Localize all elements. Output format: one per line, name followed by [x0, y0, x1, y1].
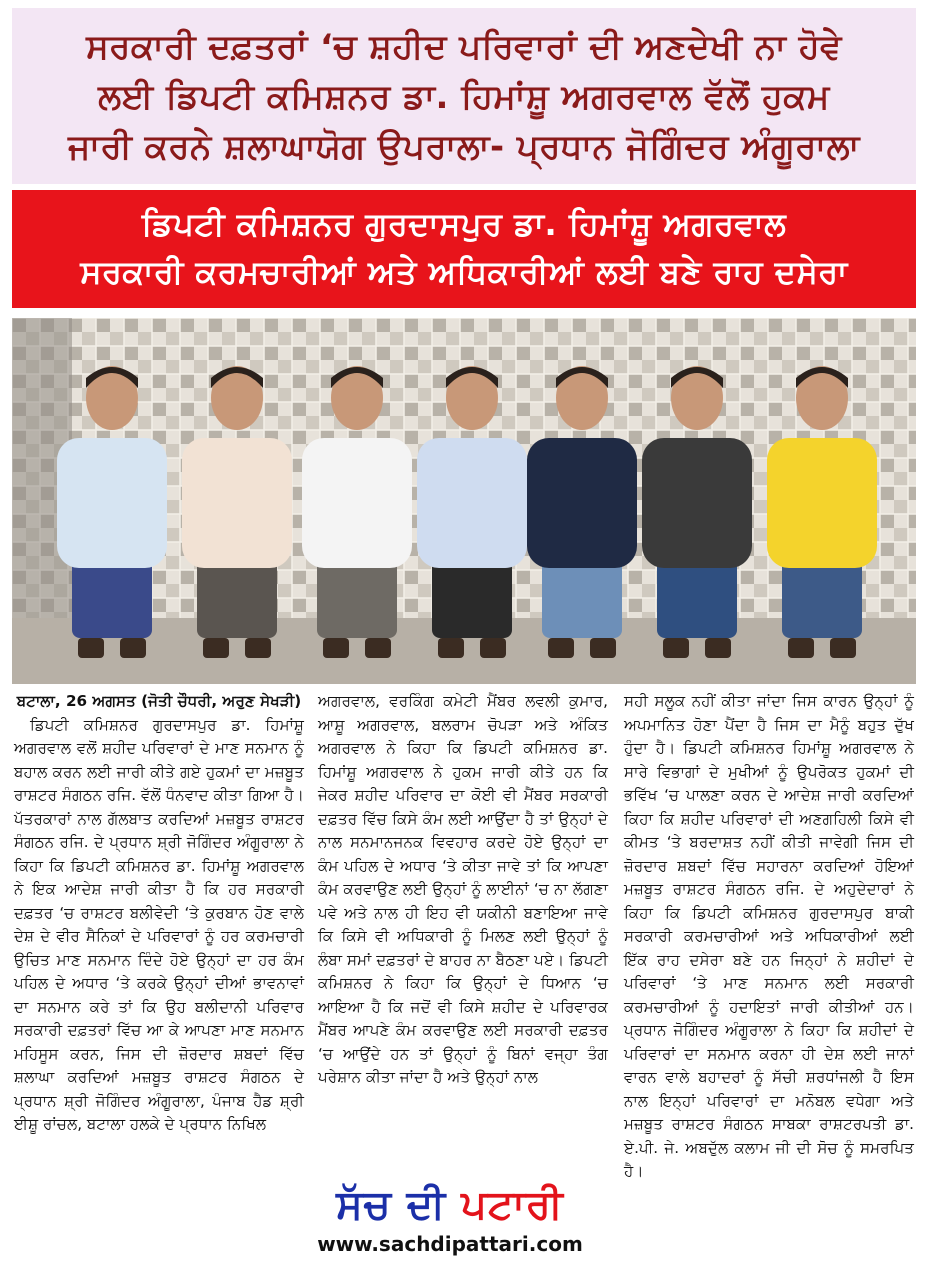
brand-name-part-1: ਸੱਚ ਦੀ: [336, 1182, 447, 1228]
article-column-1: [14, 690, 304, 1137]
article-column-2: [318, 690, 608, 1090]
article-paragraph-3: ਸਹੀ ਸਲੂਕ ਨਹੀਂ ਕੀਤਾ ਜਾਂਦਾ ਜਿਸ ਕਾਰਨ ਉਨ੍ਹਾਂ ਨੂੰ ਅਪਮਾਨਿਤ ਹੋਣਾ ਪੈਂਦਾ ਹੈ ਜਿਸ ਦਾ ਮੈਨੂੰ ਬਹੁਤ ਦੁੱਖ ਹੁੰਦਾ ਹੈ। ਡਿਪਟੀ ਕਮਿਸ਼ਨਰ ਹਿਮਾਂਸ਼ੂ ਅਗਰਵਾਲ ਨੇ ਸਾਰੇ ਵਿਭਾਗਾਂ ਦੇ ਮੁਖੀਆਂ ਨੂੰ ਉਪਰੋਕਤ ਹੁਕਮਾਂ ਦੀ ਭਵਿੱਖ ‘ਚ ਪਾਲਣਾ ਕਰਨ ਦੇ ਆਦੇਸ਼ ਜਾਰੀ ਕਰਦਿਆਂ ਕਿਹਾ ਕਿ ਸ਼ਹੀਦ ਪਰਿਵਾਰਾਂ ਦੀ ਅਣਗਹਿਲੀ ਕਿਸੇ ਵੀ ਕੀਮਤ ‘ਤੇ ਬਰਦਾਸ਼ਤ ਨਹੀਂ ਕੀਤੀ ਜਾਵੇਗੀ ਜਿਸ ਦੀ ਜ਼ੋਰਦਾਰ ਸ਼ਬਦਾਂ ਵਿੱਚ ਸਹਾਰਨਾ ਕਰਦਿਆਂ ਹੋਇਆਂ ਮਜ਼ਬੂਤ ਰਾਸ਼ਟਰ ਸੰਗਠਨ ਰਜਿ. ਦੇ ਅਹੁਦੇਦਾਰਾਂ ਨੇ ਕਿਹਾ ਕਿ ਡਿਪਟੀ ਕਮਿਸ਼ਨਰ ਗੁਰਦਾਸਪੁਰ ਬਾਕੀ ਸਰਕਾਰੀ ਕਰਮਚਾਰੀਆਂ ਅਤੇ ਅਧਿਕਾਰੀਆਂ ਲਈ ਇੱਕ ਰਾਹ ਦਸੇਰਾ ਬਣੇ ਹਨ ਜਿਨ੍ਹਾਂ ਨੇ ਸ਼ਹੀਦਾਂ ਦੇ ਪਰਿਵਾਰਾਂ ‘ਤੇ ਮਾਣ ਸਨਮਾਨ ਲਈ ਸਰਕਾਰੀ ਕਰਮਚਾਰੀਆਂ ਨੂੰ ਹਦਾਇਤਾਂ ਜਾਰੀ ਕੀਤੀਆਂ ਹਨ। ਪ੍ਰਧਾਨ ਜੋਗਿੰਦਰ ਅੰਗੂਰਾਲਾ ਨੇ ਕਿਹਾ ਕਿ ਸ਼ਹੀਦਾਂ ਦੇ ਪਰਿਵਾਰਾਂ ਦਾ ਸਨਮਾਨ ਕਰਨਾ ਹੀ ਦੇਸ਼ ਲਈ ਜਾਨਾਂ ਵਾਰਨ ਵਾਲੇ ਬਹਾਦਰਾਂ ਨੂੰ ਸੱਚੀ ਸ਼ਰਧਾਂਜਲੀ ਹੈ ਇਸ ਨਾਲ ਇਨ੍ਹਾਂ ਪਰਿਵਾਰਾਂ ਦਾ ਮਨੋਬਲ ਵਧੇਗਾ ਅਤੇ ਮਜ਼ਬੂਤ ਰਾਸ਼ਟਰ ਸੰਗਠਨ ਸਾਬਕਾ ਰਾਸ਼ਟਰਪਤੀ ਡਾ. ਏ.ਪੀ. ਜੇ. ਅਬਦੁੱਲ ਕਲਾਮ ਜੀ ਦੀ ਸੋਚ ਨੂੰ ਸਮਰਪਿਤ ਹੈ।: [624, 692, 914, 1180]
brand-logo: [304, 1180, 596, 1230]
main-headline: [12, 8, 916, 184]
brand-name-part-2: ਪਟਾਰੀ: [461, 1182, 564, 1228]
brand-website[interactable]: www.sachdipattari.com: [317, 1232, 583, 1256]
headline-line-3: ਜਾਰੀ ਕਰਨੇ ਸ਼ਲਾਘਾਯੋਗ ਉਪਰਾਲਾ- ਪ੍ਰਧਾਨ ਜੋਗਿੰਦਰ ਅੰਗੂਰਾਲਾ: [68, 127, 860, 167]
subheadline-line-2: ਸਰਕਾਰੀ ਕਰਮਚਾਰੀਆਂ ਅਤੇ ਅਧਿਕਾਰੀਆਂ ਲਈ ਬਣੇ ਰਾਹ ਦਸੇਰਾ: [80, 253, 848, 291]
article-dateline: ਬਟਾਲਾ, 26 ਅਗਸਤ (ਜੋਤੀ ਚੌਧਰੀ, ਅਰੁਣ ਸੇਖੜੀ): [16, 692, 302, 710]
group-photo-illustration: [12, 318, 916, 684]
article-paragraph-1: ਡਿਪਟੀ ਕਮਿਸ਼ਨਰ ਗੁਰਦਾਸਪੁਰ ਡਾ. ਹਿਮਾਂਸ਼ੂ ਅਗਰਵਾਲ ਵਲੋਂ ਸ਼ਹੀਦ ਪਰਿਵਾਰਾਂ ਦੇ ਮਾਣ ਸਨਮਾਨ ਨੂੰ ਬਹਾਲ ਕਰਨ ਲਈ ਜਾਰੀ ਕੀਤੇ ਗਏ ਹੁਕਮਾਂ ਦਾ ਮਜ਼ਬੂਤ ਰਾਸ਼ਟਰ ਸੰਗਠਨ ਰਜਿ. ਵੱਲੋਂ ਧੰਨਵਾਦ ਕੀਤਾ ਗਿਆ ਹੈ। ਪੱਤਰਕਾਰਾਂ ਨਾਲ ਗੱਲਬਾਤ ਕਰਦਿਆਂ ਮਜ਼ਬੂਤ ਰਾਸ਼ਟਰ ਸੰਗਠਨ ਰਜਿ. ਦੇ ਪ੍ਰਧਾਨ ਸ਼੍ਰੀ ਜੋਗਿੰਦਰ ਅੰਗੂਰਾਲਾ ਨੇ ਕਿਹਾ ਕਿ ਡਿਪਟੀ ਕਮਿਸ਼ਨਰ ਡਾ. ਹਿਮਾਂਸ਼ੂ ਅਗਰਵਾਲ ਨੇ ਇਕ ਆਦੇਸ਼ ਜਾਰੀ ਕੀਤਾ ਹੈ ਕਿ ਹਰ ਸਰਕਾਰੀ ਦਫ਼ਤਰ ‘ਚ ਰਾਸ਼ਟਰ ਬਲੀਵੇਦੀ ‘ਤੇ ਕੁਰਬਾਨ ਹੋਣ ਵਾਲੇ ਦੇਸ਼ ਦੇ ਵੀਰ ਸੈਨਿਕਾਂ ਦੇ ਪਰਿਵਾਰਾਂ ਨੂੰ ਹਰ ਕਰਮਚਾਰੀ ਉਚਿਤ ਮਾਣ ਸਨਮਾਨ ਦਿੰਦੇ ਹੋਏ ਉਨ੍ਹਾਂ ਦਾ ਹਰ ਕੰਮ ਪਹਿਲ ਦੇ ਅਧਾਰ ‘ਤੇ ਕਰਕੇ ਉਨ੍ਹਾਂ ਦੀਆਂ ਭਾਵਨਾਵਾਂ ਦਾ ਸਨਮਾਨ ਕਰੇ ਤਾਂ ਕਿ ਉਹ ਬਲੀਦਾਨੀ ਪਰਿਵਾਰ ਸਰਕਾਰੀ ਦਫ਼ਤਰਾਂ ਵਿੱਚ ਆ ਕੇ ਆਪਣਾ ਮਾਣ ਸਨਮਾਨ ਮਹਿਸੂਸ ਕਰਨ, ਜਿਸ ਦੀ ਜ਼ੋਰਦਾਰ ਸ਼ਬਦਾਂ ਵਿੱਚ ਸ਼ਲਾਘਾ ਕਰਦਿਆਂ ਮਜ਼ਬੂਤ ਰਾਸ਼ਟਰ ਸੰਗਠਨ ਦੇ ਪ੍ਰਧਾਨ ਸ਼੍ਰੀ ਜੋਗਿੰਦਰ ਅੰਗੂਰਾਲਾ, ਪੰਜਾਬ ਹੈਡ ਸ਼੍ਰੀ ਈਸ਼ੂ ਰਾਂਚਲ, ਬਟਾਲਾ ਹਲਕੇ ਦੇ ਪ੍ਰਧਾਨ ਨਿਖਿਲ: [14, 715, 304, 1133]
article-paragraph-2: ਅਗਰਵਾਲ, ਵਰਕਿੰਗ ਕਮੇਟੀ ਮੈਂਬਰ ਲਵਲੀ ਕੁਮਾਰ, ਆਸ਼ੂ ਅਗਰਵਾਲ, ਬਲਰਾਮ ਚੋਪੜਾ ਅਤੇ ਅੰਕਿਤ ਅਗਰਵਾਲ ਨੇ ਕਿਹਾ ਕਿ ਡਿਪਟੀ ਕਮਿਸ਼ਨਰ ਡਾ. ਹਿਮਾਂਸ਼ੂ ਅਗਰਵਾਲ ਨੇ ਹੁਕਮ ਜਾਰੀ ਕੀਤੇ ਹਨ ਕਿ ਜੇਕਰ ਸ਼ਹੀਦ ਪਰਿਵਾਰ ਦਾ ਕੋਈ ਵੀ ਮੈਂਬਰ ਸਰਕਾਰੀ ਦਫ਼ਤਰ ਵਿੱਚ ਕਿਸੇ ਕੰਮ ਲਈ ਆਉਂਦਾ ਹੈ ਤਾਂ ਉਨ੍ਹਾਂ ਦੇ ਨਾਲ ਸਨਮਾਨਜਨਕ ਵਿਵਹਾਰ ਕਰਦੇ ਹੋਏ ਉਨ੍ਹਾਂ ਦਾ ਕੰਮ ਪਹਿਲ ਦੇ ਅਧਾਰ ‘ਤੇ ਕੀਤਾ ਜਾਵੇ ਤਾਂ ਕਿ ਆਪਣਾ ਕੰਮ ਕਰਵਾਉਣ ਲਈ ਉਨ੍ਹਾਂ ਨੂੰ ਲਾਈਨਾਂ ‘ਚ ਨਾ ਲੱਗਣਾ ਪਵੇ ਅਤੇ ਨਾਲ ਹੀ ਇਹ ਵੀ ਯਕੀਨੀ ਬਣਾਇਆ ਜਾਵੇ ਕਿ ਕਿਸੇ ਵੀ ਅਧਿਕਾਰੀ ਨੂੰ ਮਿਲਣ ਲਈ ਉਨ੍ਹਾਂ ਨੂੰ ਲੰਬਾ ਸਮਾਂ ਦਫ਼ਤਰਾਂ ਦੇ ਬਾਹਰ ਨਾ ਬੈਠਣਾ ਪਏ। ਡਿਪਟੀ ਕਮਿਸ਼ਨਰ ਨੇ ਕਿਹਾ ਕਿ ਉਨ੍ਹਾਂ ਦੇ ਧਿਆਨ ‘ਚ ਆਇਆ ਹੈ ਕਿ ਜਦੋਂ ਵੀ ਕਿਸੇ ਸ਼ਹੀਦ ਦੇ ਪਰਿਵਾਰਕ ਮੈਂਬਰ ਆਪਣੇ ਕੰਮ ਕਰਵਾਉਣ ਲਈ ਸਰਕਾਰੀ ਦਫ਼ਤਰ ‘ਚ ਆਉਂਦੇ ਹਨ ਤਾਂ ਉਨ੍ਹਾਂ ਨੂੰ ਬਿਨਾਂ ਵਜ੍ਹਾ ਤੰਗ ਪਰੇਸ਼ਾਨ ਕੀਤਾ ਜਾਂਦਾ ਹੈ ਅਤੇ ਉਨ੍ਹਾਂ ਨਾਲ: [318, 692, 608, 1086]
headline-line-1: ਸਰਕਾਰੀ ਦਫ਼ਤਰਾਂ ‘ਚ ਸ਼ਹੀਦ ਪਰਿਵਾਰਾਂ ਦੀ ਅਣਦੇਖੀ ਨਾ ਹੋਵੇ: [86, 27, 842, 67]
sub-headline-banner: [12, 190, 916, 308]
article-column-3: [624, 690, 914, 1184]
group-photo: [12, 318, 916, 684]
headline-line-2: ਲਈ ਡਿਪਟੀ ਕਮਿਸ਼ਨਰ ਡਾ. ਹਿਮਾਂਸ਼ੂ ਅਗਰਵਾਲ ਵੱਲੋਂ ਹੁਕਮ: [98, 77, 830, 117]
newspaper-brand: [304, 1180, 596, 1270]
subheadline-line-1: ਡਿਪਟੀ ਕਮਿਸ਼ਨਰ ਗੁਰਦਾਸਪੁਰ ਡਾ. ਹਿਮਾਂਸ਼ੂ ਅਗਰਵਾਲ: [141, 205, 787, 243]
